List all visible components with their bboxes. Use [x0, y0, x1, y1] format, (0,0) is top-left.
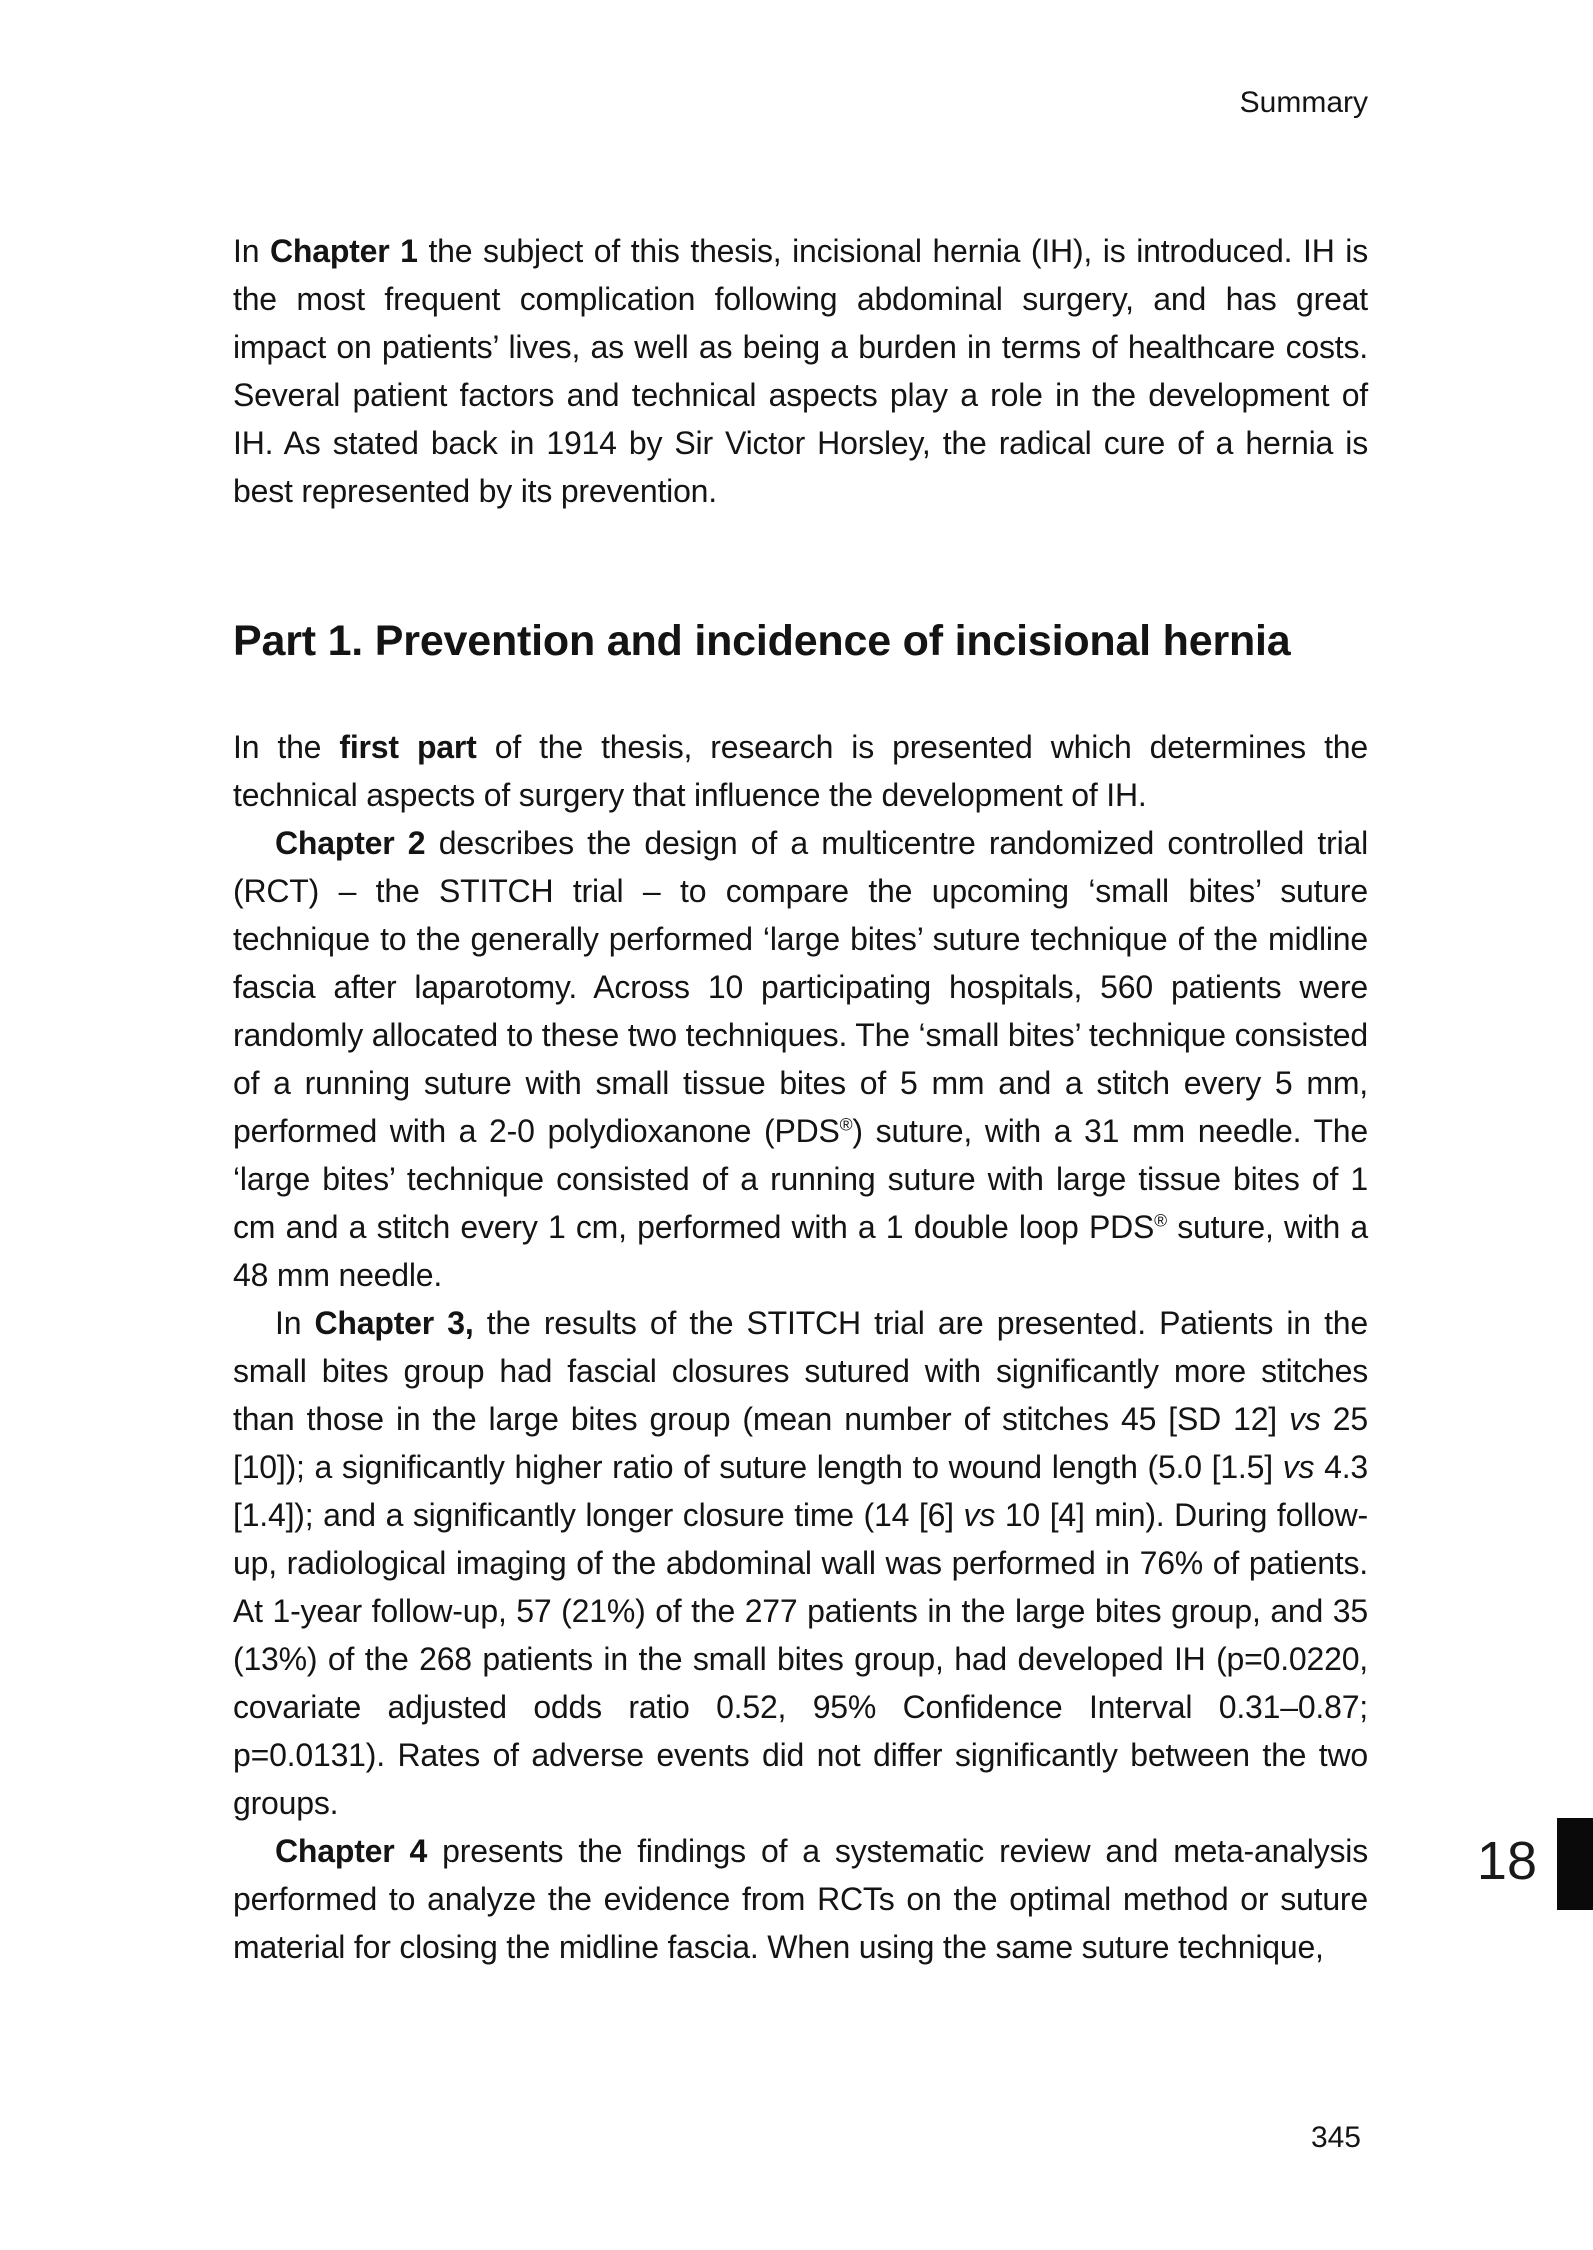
paragraph-chapter3: In Chapter 3, the results of the STITCH trial are presented. Patients in the small bites group had fascial closures sutured with significantly more stitches than those in the large bites group (mean number of stitches 45 [SD 12] vs 25 [10]); a significantly higher ratio of suture length to wound length (5.0 [1.5] vs 4.3 [1.4]); and a significantly longer closure time (14 [6] vs 10 [4] min). During follow-up, radiological imaging of the abdominal wall was performed in 76% of patients. At 1-year follow-up, 57 (21%) of the 277 patients in the large bites group, and 35 (13%) of the 268 patients in the small bites group, had developed IH (p=0.0220, covariate adjusted odds ratio 0.52, 95% Confidence Interval 0.31–0.87; p=0.0131). Rates of adverse events did not differ significantly between the two groups. [233, 1305, 1368, 1821]
paragraph-chapter4: Chapter 4 presents the findings of a systematic review and meta-analysis performed to analyze the evidence from RCTs on the optimal method or suture material for closing the midline fascia. When using the same suture technique, [233, 1833, 1369, 1965]
part-heading: Part 1. Prevention and incidence of incisional hernia [233, 617, 1291, 665]
page-number: 345 [1310, 2121, 1361, 2154]
body-text-flow [233, 723, 1368, 1971]
paragraph-first-part: In the first part of the thesis, research is presented which determines the technical aspects of surgery that influence the development of IH. [233, 729, 1368, 813]
paragraph-chapter2: Chapter 2 describes the design of a multicentre randomized controlled trial (RCT) – the STITCH trial – to compare the upcoming ‘small bites’ suture technique to the generally performed ‘large bites’ suture technique of the midline fascia after laparotomy. Across 10 participating hospitals, 560 patients were randomly allocated to these two techniques. The ‘small bites’ technique consisted of a running suture with small tissue bites of 5 mm and a stitch every 5 mm, performed with a 2-0 polydioxanone (PDS®) suture, with a 31 mm needle. The ‘large bites’ technique consisted of a running suture with large tissue bites of 1 cm and a stitch every 1 cm, performed with a 1 double loop PDS® suture, with a 48 mm needle. [233, 825, 1368, 1293]
paragraph-chapter1-intro: In Chapter 1 the subject of this thesis, incisional hernia (IH), is introduced. IH is the most frequent complication following abdominal surgery, and has great impact on patients’ lives, as well as being a burden in terms of healthcare costs. Several patient factors and technical aspects play a role in the development of IH. As stated back in 1914 by Sir Victor Horsley, the radical cure of a hernia is best represented by its prevention. [233, 233, 1369, 509]
chapter-tab-number: 18 [1476, 1831, 1537, 1891]
running-header: Summary [1239, 86, 1368, 119]
chapter-tab-marker [1557, 1818, 1593, 1910]
